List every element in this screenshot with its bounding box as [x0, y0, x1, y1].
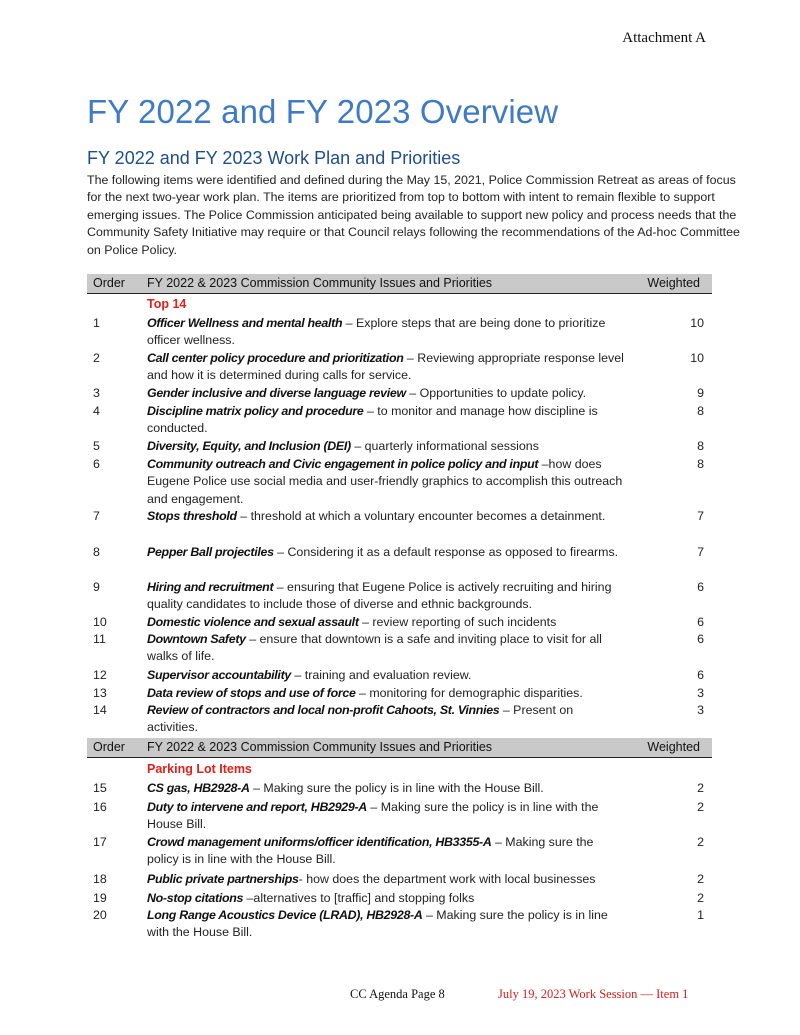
section-heading: FY 2022 and FY 2023 Work Plan and Priorities — [87, 148, 461, 168]
row-description — [147, 385, 627, 402]
row-order: 4 — [93, 404, 100, 418]
row-detail: – monitoring for demographic disparities. — [355, 686, 583, 700]
row-description — [147, 403, 627, 438]
row-order: 11 — [93, 632, 106, 646]
row-detail: – ensure that downtown is a safe and inviting place to visit for all walks of life. — [147, 632, 602, 664]
row-order: 15 — [93, 781, 107, 795]
row-description — [147, 544, 627, 561]
parking-section-title: Parking Lot Items — [147, 762, 252, 776]
row-order: 6 — [93, 457, 100, 471]
row-description — [147, 508, 627, 525]
row-weight: 8 — [697, 457, 704, 471]
row-weight: 2 — [697, 800, 704, 814]
row-order: 7 — [93, 509, 100, 523]
row-order: 8 — [93, 545, 100, 559]
row-description — [147, 871, 627, 888]
row-topic: Community outreach and Civic engagement in police policy and input — [147, 457, 539, 471]
row-detail: – Present on activities. — [147, 703, 574, 735]
row-order: 10 — [93, 615, 107, 629]
row-detail: –alternatives to [traffic] and stopping folks — [243, 891, 475, 905]
row-detail: – quarterly informational sessions — [350, 439, 539, 453]
row-topic: Discipline matrix policy and procedure — [147, 404, 364, 418]
row-topic: Crowd management uniforms/officer identification, HB3355-A — [147, 835, 492, 849]
row-topic: Supervisor accountability — [147, 668, 291, 682]
row-description — [147, 685, 627, 702]
row-detail: – Reviewing appropriate response level and how it is determined during calls for service. — [147, 351, 624, 383]
row-weight: 2 — [697, 781, 704, 795]
row-order: 9 — [93, 580, 100, 594]
intro-paragraph: The following items were identified and defined during the May 15, 2021, Police Commission Retreat as areas of focus for the next two-year work plan. The items are prioritized from top to bottom with intent to remain flexible to support emerging issues. The Police Commission anticipated being available to support new policy and process needs that the Community Safety Initiative may require or that Council relays following the recommendations of the Ad-hoc Committee on Police Policy. — [87, 173, 740, 257]
footer-session-label: July 19, 2023 Work Session — Item 1 — [498, 987, 689, 1001]
row-detail: – Making sure the policy is in line with the House Bill. — [147, 908, 608, 940]
row-topic: Hiring and recruitment — [147, 580, 274, 594]
row-topic: Long Range Acoustics Device (LRAD), HB2928-A — [147, 908, 423, 922]
row-topic: Pepper Ball projectiles — [147, 545, 274, 559]
attachment-label: Attachment A — [622, 30, 706, 46]
row-detail: – Making sure the policy is in line with the House Bill. — [249, 781, 544, 795]
row-detail: – ensuring that Eugene Police is actively recruiting and hiring quality candidates to include those of diverse and ethnic backgrounds. — [147, 580, 612, 612]
row-order: 12 — [93, 668, 107, 682]
row-topic: Data review of stops and use of force — [147, 686, 356, 700]
row-description — [147, 834, 627, 869]
row-topic: Public private partnerships — [147, 872, 299, 886]
row-detail: – Making sure the policy is in line with the House Bill. — [147, 835, 594, 867]
header-order: Order — [93, 740, 125, 754]
row-weight: 7 — [697, 509, 704, 523]
row-description — [147, 456, 627, 508]
row-topic: Officer Wellness and mental health — [147, 316, 343, 330]
row-topic: Duty to intervene and report, HB2929-A — [147, 800, 367, 814]
footer-page-label: CC Agenda Page 8 — [350, 987, 445, 1001]
row-order: 1 — [93, 316, 100, 330]
row-description — [147, 907, 627, 942]
row-weight: 8 — [697, 404, 704, 418]
row-description — [147, 614, 627, 631]
row-detail: – Opportunities to update policy. — [405, 386, 587, 400]
row-weight: 6 — [697, 668, 704, 682]
row-description — [147, 438, 627, 455]
header-issues: FY 2022 & 2023 Commission Community Issues and Priorities — [147, 740, 493, 754]
row-weight: 8 — [697, 439, 704, 453]
top-section-title: Top 14 — [147, 297, 187, 311]
row-detail: –how does Eugene Police use social media and user-friendly graphics to accomplish this outreach and engagement. — [147, 457, 623, 506]
row-order: 3 — [93, 386, 100, 400]
row-weight: 7 — [697, 545, 704, 559]
row-weight: 9 — [697, 386, 704, 400]
header-order: Order — [93, 276, 125, 290]
row-topic: Domestic violence and sexual assault — [147, 615, 359, 629]
row-order: 17 — [93, 835, 107, 849]
row-description — [147, 579, 627, 614]
header-weighted: Weighted — [647, 740, 700, 754]
table-header-parking — [87, 738, 712, 758]
row-weight: 1 — [697, 908, 704, 922]
row-detail: - how does the department work with local businesses — [298, 872, 596, 886]
row-topic: Diversity, Equity, and Inclusion (DEI) — [147, 439, 351, 453]
row-weight: 6 — [697, 632, 704, 646]
row-detail: – review reporting of such incidents — [358, 615, 557, 629]
row-topic: Downtown Safety — [147, 632, 246, 646]
row-order: 20 — [93, 908, 107, 922]
table-header-top — [87, 274, 712, 294]
header-weighted: Weighted — [647, 276, 700, 290]
row-topic: No-stop citations — [147, 891, 244, 905]
row-weight: 10 — [690, 351, 704, 365]
row-order: 13 — [93, 686, 107, 700]
row-weight: 2 — [697, 835, 704, 849]
row-detail: – threshold at which a voluntary encounter becomes a detainment. — [236, 509, 606, 523]
row-description — [147, 890, 627, 907]
row-order: 16 — [93, 800, 107, 814]
row-topic: Stops threshold — [147, 509, 237, 523]
row-description — [147, 780, 627, 797]
row-order: 2 — [93, 351, 100, 365]
row-detail: – Making sure the policy is in line with the House Bill. — [147, 800, 599, 832]
row-topic: CS gas, HB2928-A — [147, 781, 250, 795]
row-detail: – Explore steps that are being done to prioritize officer wellness. — [147, 316, 606, 348]
row-topic: Gender inclusive and diverse language review — [147, 386, 406, 400]
row-topic: Review of contractors and local non-profit Cahoots, St. Vinnies — [147, 703, 500, 717]
row-description — [147, 667, 627, 684]
header-issues: FY 2022 & 2023 Commission Community Issues and Priorities — [147, 276, 493, 290]
row-weight: 6 — [697, 615, 704, 629]
row-topic: Call center policy procedure and prioritization — [147, 351, 404, 365]
row-detail: – Considering it as a default response as opposed to firearms. — [273, 545, 619, 559]
row-order: 5 — [93, 439, 100, 453]
row-weight: 6 — [697, 580, 704, 594]
row-order: 14 — [93, 703, 107, 717]
row-weight: 3 — [697, 686, 704, 700]
row-weight: 2 — [697, 872, 704, 886]
row-order: 18 — [93, 872, 107, 886]
row-description — [147, 702, 627, 737]
row-detail: – training and evaluation review. — [290, 668, 472, 682]
row-description — [147, 315, 627, 350]
row-order: 19 — [93, 891, 107, 905]
row-detail: – to monitor and manage how discipline is conducted. — [147, 404, 598, 436]
row-description — [147, 350, 627, 385]
row-weight: 2 — [697, 891, 704, 905]
row-description — [147, 799, 627, 834]
row-weight: 3 — [697, 703, 704, 717]
row-description — [147, 631, 627, 666]
row-weight: 10 — [690, 316, 704, 330]
page-title: FY 2022 and FY 2023 Overview — [87, 93, 559, 130]
